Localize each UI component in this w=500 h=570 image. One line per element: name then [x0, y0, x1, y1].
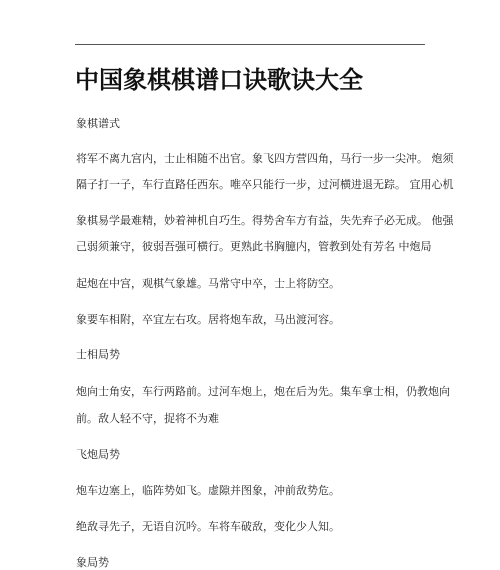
text-line: 将军不离九宫内，士止相随不出官。象飞四方营四角，马行一步一尖冲。 炮须 [76, 152, 454, 165]
text-line: 己弱须兼守，彼弱吾强可横行。更熟此书胸臆内，管教到处有芳名 中炮局 [76, 240, 432, 253]
text-line: 象棋易学最难精，妙着神机自巧生。得势舍车方有益，失先弃子必无成。 他强 [76, 214, 454, 227]
top-divider [75, 44, 425, 45]
text-line: 炮车边塞上，临阵势如飞。虚隙并图象，冲前敌势危。 [76, 484, 340, 497]
text-line: 绝敌寻先子，无语自沉吟。车将车破敌，变化少人知。 [76, 520, 340, 533]
section-heading: 飞炮局势 [76, 448, 120, 461]
section-heading: 士相局势 [76, 348, 120, 361]
document-title: 中国象棋棋谱口诀歌诀大全 [75, 66, 363, 94]
section-heading: 象棋谱式 [76, 117, 120, 130]
text-line: 起炮在中宫，观棋气象雄。马常守中卒，士上将防空。 [76, 277, 340, 290]
text-line: 炮向士角安，车行两路前。过河车炮上，炮在后为先。集车拿士相，仍教炮向 [76, 385, 450, 398]
text-line: 前。敌人轻不守，捉将不为难 [76, 412, 219, 425]
text-line: 象要车相附，卒宜左右攻。居将炮车敌，马出渡河容。 [76, 313, 340, 326]
text-line: 隔子打一子，车行直路任西东。唯卒只能行一步，过河横进退无踪。 宜用心机 [76, 178, 454, 191]
section-heading: 象局势 [76, 556, 109, 569]
